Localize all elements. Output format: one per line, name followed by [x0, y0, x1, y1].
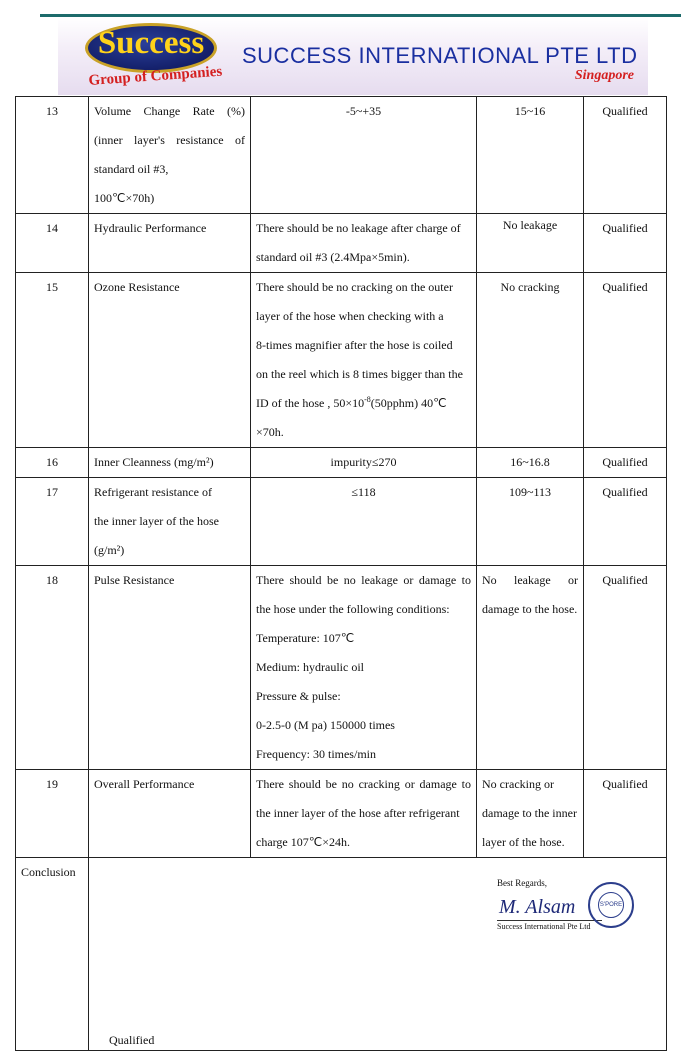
- status-cell: Qualified: [584, 214, 667, 273]
- requirement: There should be no cracking on the outer layer of the hose when checking with a 8-times magnifier after the hose is coiled on the reel which is 8 times bigger than the ID of the hose , $50\times 10^{-8}(50pphm)$ 40℃ ×70h.: [251, 273, 477, 448]
- test-result: 16~16.8: [477, 448, 584, 478]
- table-row: [16, 214, 667, 273]
- conclusion-body: [89, 858, 667, 1051]
- conclusion-row: [16, 858, 667, 1051]
- logo-word: Success: [97, 25, 205, 61]
- status-cell: Qualified: [584, 770, 667, 858]
- row-number: 14: [16, 214, 89, 273]
- test-item: Hydraulic Performance: [89, 214, 251, 273]
- signature-line: [497, 920, 602, 921]
- requirement: ≤118: [251, 478, 477, 566]
- conclusion-label: Conclusion: [16, 858, 89, 1051]
- status-cell: Qualified: [584, 273, 667, 448]
- requirement: -5~+35: [251, 97, 477, 214]
- signature: M. Alsam: [499, 896, 576, 918]
- test-result: No cracking or damage to the inner layer of the hose.: [477, 770, 584, 858]
- status-cell: Qualified: [584, 97, 667, 214]
- status-cell: Qualified: [584, 566, 667, 770]
- signer-company: Success International Pte Ltd: [497, 922, 591, 931]
- table-row: [16, 273, 667, 448]
- best-regards: Best Regards,: [497, 878, 547, 888]
- table-row: [16, 566, 667, 770]
- test-result: No leakage: [477, 214, 584, 273]
- test-result: 15~16: [477, 97, 584, 214]
- stamp-center: S'PORE: [598, 892, 624, 918]
- table-row: [16, 478, 667, 566]
- table-row: [16, 97, 667, 214]
- status-cell: Qualified: [584, 478, 667, 566]
- requirement: There should be no leakage or damage to the hose under the following conditions: Temperature: 107℃ Medium: hydraulic oil Pressure & pulse: 0-2.5-0 (M pa) 150000 times Frequency: 30 times/min: [251, 566, 477, 770]
- row-number: 13: [16, 97, 89, 214]
- row-number: 19: [16, 770, 89, 858]
- test-item: Ozone Resistance: [89, 273, 251, 448]
- status-cell: Qualified: [584, 448, 667, 478]
- table-row: [16, 770, 667, 858]
- row-number: 16: [16, 448, 89, 478]
- test-item: Overall Performance: [89, 770, 251, 858]
- requirement: There should be no cracking or damage to the inner layer of the hose after refrigerant charge 107℃×24h.: [251, 770, 477, 858]
- letterhead: [58, 17, 648, 95]
- test-item: Pulse Resistance: [89, 566, 251, 770]
- test-results-table: [15, 96, 667, 1051]
- logo-subtitle: Group of Companies: [88, 63, 223, 89]
- test-item: Refrigerant resistance of the inner layer of the hose (g/m²): [89, 478, 251, 566]
- table-row: [16, 448, 667, 478]
- test-result: No leakage or damage to the hose.: [477, 566, 584, 770]
- requirement: impurity≤270: [251, 448, 477, 478]
- row-number: 15: [16, 273, 89, 448]
- conclusion-text: Qualified: [109, 1033, 155, 1047]
- company-city: Singapore: [574, 68, 634, 83]
- row-number: 18: [16, 566, 89, 770]
- test-item: Inner Cleanness (mg/m²): [89, 448, 251, 478]
- row-number: 17: [16, 478, 89, 566]
- test-result: No cracking: [477, 273, 584, 448]
- company-stamp: [588, 882, 634, 928]
- requirement: There should be no leakage after charge of standard oil #3 (2.4Mpa×5min).: [251, 214, 477, 273]
- test-result: 109~113: [477, 478, 584, 566]
- test-item: Volume Change Rate (%) (inner layer's resistance of standard oil #3, 100℃×70h): [89, 97, 251, 214]
- company-name: SUCCESS INTERNATIONAL PTE LTD: [242, 43, 638, 68]
